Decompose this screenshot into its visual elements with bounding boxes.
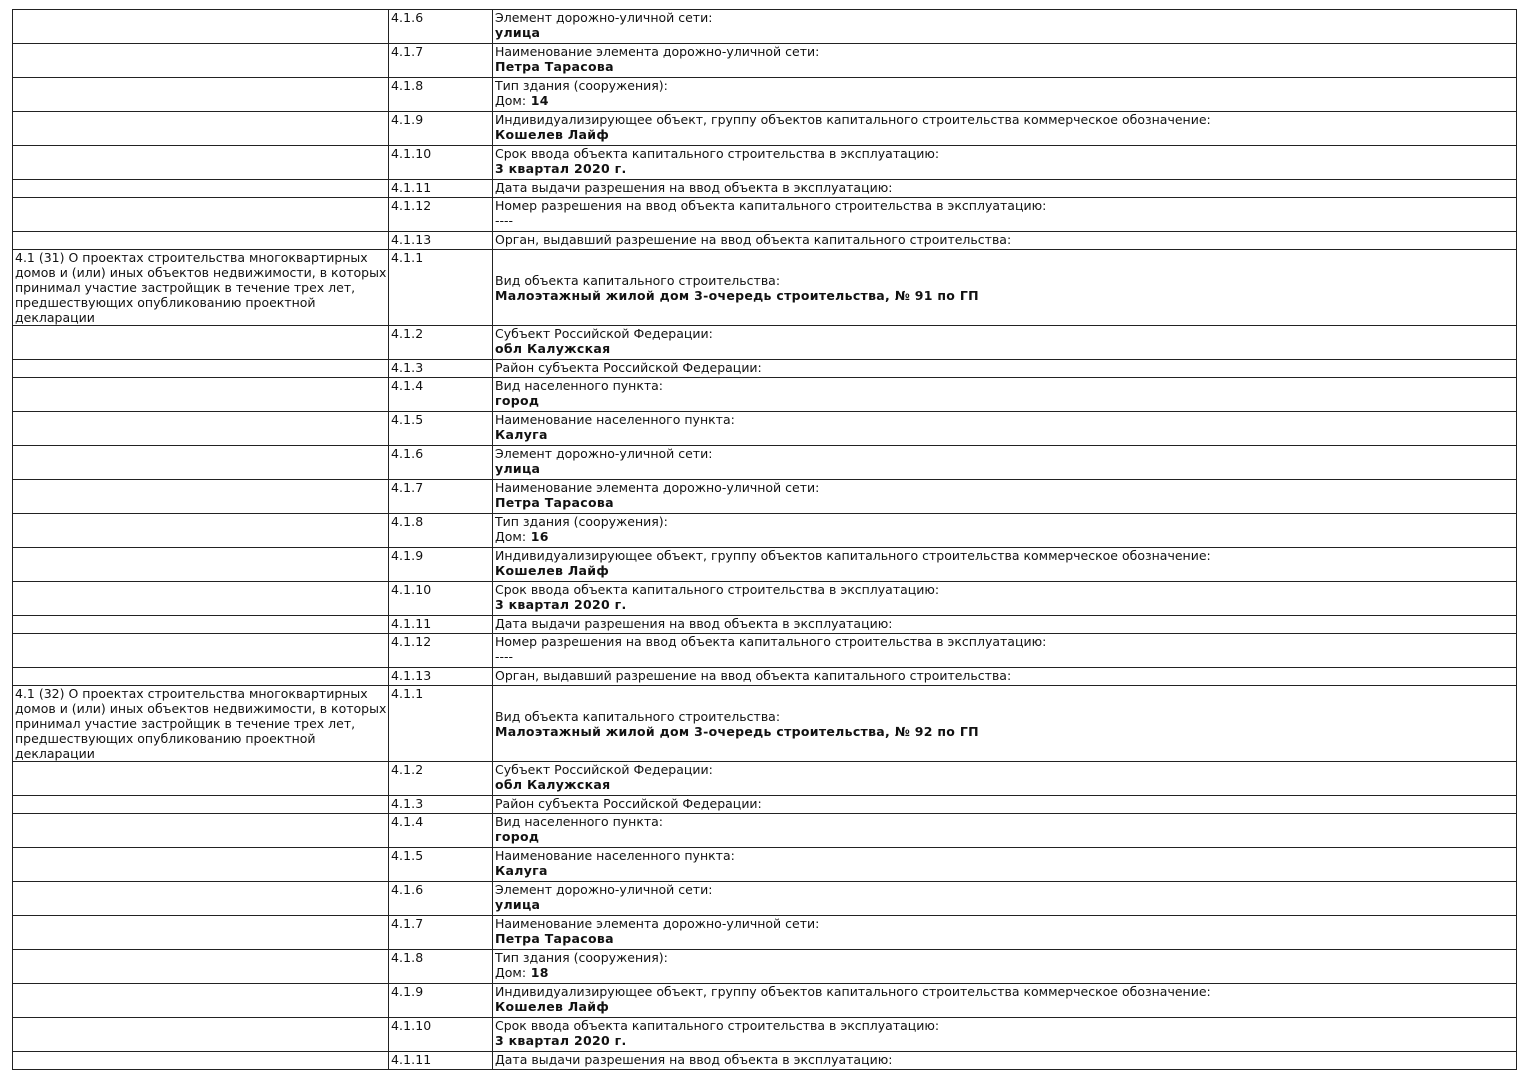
table-row — [13, 984, 1517, 1018]
table-row — [13, 1018, 1517, 1052]
item-cell — [493, 1052, 1517, 1070]
item-value: 18 — [530, 965, 549, 980]
item-value: обл Калужская — [495, 341, 611, 356]
item-code: 4.1.2 — [389, 326, 493, 360]
item-cell — [493, 250, 1517, 326]
item-code: 4.1.4 — [389, 378, 493, 412]
item-value: город — [495, 393, 540, 408]
section-cell — [13, 360, 389, 378]
item-label: Индивидуализирующее объект, группу объектов капитального строительства коммерческое обозначение: — [495, 984, 1211, 999]
item-code: 4.1.13 — [389, 232, 493, 250]
table-row — [13, 762, 1517, 796]
item-label: Номер разрешения на ввод объекта капитального строительства в эксплуатацию: — [495, 634, 1047, 649]
section-cell — [13, 616, 389, 634]
table-row — [13, 326, 1517, 360]
item-cell — [493, 848, 1517, 882]
table-row — [13, 412, 1517, 446]
table-row — [13, 112, 1517, 146]
section-cell — [13, 634, 389, 668]
item-label: Индивидуализирующее объект, группу объектов капитального строительства коммерческое обозначение: — [495, 112, 1211, 127]
item-cell — [493, 1018, 1517, 1052]
item-value: Петра Тарасова — [495, 59, 614, 74]
item-value-prefix: Дом: — [495, 93, 527, 108]
section-cell — [13, 146, 389, 180]
item-code: 4.1.10 — [389, 582, 493, 616]
section-cell — [13, 10, 389, 44]
item-cell — [493, 882, 1517, 916]
table-row — [13, 848, 1517, 882]
item-value-prefix: Дом: — [495, 965, 527, 980]
item-label: Район субъекта Российской Федерации: — [495, 360, 762, 375]
item-cell — [493, 814, 1517, 848]
item-value: 3 квартал 2020 г. — [495, 161, 627, 176]
item-value: улица — [495, 897, 541, 912]
section-heading: 4.1 (32) О проектах строительства многоквартирных домов и (или) иных объектов недвижимости, в которых принимал участие застройщик в течение трех лет, предшествующих опубликованию проектной декларации — [13, 686, 389, 762]
item-cell — [493, 78, 1517, 112]
item-value: ---- — [495, 213, 514, 228]
item-value: 14 — [530, 93, 549, 108]
item-value-line — [495, 93, 1516, 108]
item-label: Дата выдачи разрешения на ввод объекта в эксплуатацию: — [495, 616, 893, 631]
section-heading: 4.1 (31) О проектах строительства многоквартирных домов и (или) иных объектов недвижимости, в которых принимал участие застройщик в течение трех лет, предшествующих опубликованию проектной декларации — [13, 250, 389, 326]
item-value: город — [495, 829, 540, 844]
item-code: 4.1.5 — [389, 412, 493, 446]
item-code: 4.1.3 — [389, 796, 493, 814]
section-cell — [13, 762, 389, 796]
table-row — [13, 360, 1517, 378]
item-cell — [493, 326, 1517, 360]
table-row — [13, 548, 1517, 582]
item-code: 4.1.8 — [389, 78, 493, 112]
item-cell — [493, 198, 1517, 232]
section-cell — [13, 1052, 389, 1070]
item-code: 4.1.7 — [389, 480, 493, 514]
item-cell — [493, 950, 1517, 984]
item-code: 4.1.7 — [389, 916, 493, 950]
item-value-line — [495, 965, 1516, 980]
item-cell — [493, 44, 1517, 78]
item-cell — [493, 232, 1517, 250]
item-code: 4.1.12 — [389, 634, 493, 668]
item-label: Срок ввода объекта капитального строительства в эксплуатацию: — [495, 1018, 940, 1033]
section-cell — [13, 326, 389, 360]
item-cell — [493, 686, 1517, 762]
item-label: Элемент дорожно-уличной сети: — [495, 882, 713, 897]
item-label: Наименование элемента дорожно-уличной сети: — [495, 480, 820, 495]
item-code: 4.1.8 — [389, 514, 493, 548]
section-cell — [13, 514, 389, 548]
item-cell — [493, 762, 1517, 796]
item-label: Дата выдачи разрешения на ввод объекта в эксплуатацию: — [495, 180, 893, 195]
item-label: Наименование населенного пункта: — [495, 412, 735, 427]
item-code: 4.1.9 — [389, 984, 493, 1018]
table-row — [13, 950, 1517, 984]
item-label: Вид объекта капитального строительства: — [495, 272, 781, 288]
table-row — [13, 78, 1517, 112]
section-cell — [13, 882, 389, 916]
section-cell — [13, 796, 389, 814]
item-cell — [493, 634, 1517, 668]
item-code: 4.1.1 — [389, 686, 493, 762]
item-code: 4.1.8 — [389, 950, 493, 984]
item-code: 4.1.3 — [389, 360, 493, 378]
declaration-table — [12, 9, 1517, 1070]
item-cell — [493, 548, 1517, 582]
item-cell — [493, 582, 1517, 616]
item-label: Номер разрешения на ввод объекта капитального строительства в эксплуатацию: — [495, 198, 1047, 213]
table-row — [13, 250, 1517, 326]
table-row — [13, 796, 1517, 814]
item-value: 16 — [530, 529, 549, 544]
section-cell — [13, 814, 389, 848]
item-code: 4.1.6 — [389, 446, 493, 480]
item-code: 4.1.7 — [389, 44, 493, 78]
section-cell — [13, 112, 389, 146]
section-cell — [13, 412, 389, 446]
section-cell — [13, 198, 389, 232]
section-cell — [13, 232, 389, 250]
section-cell — [13, 984, 389, 1018]
item-value: Кошелев Лайф — [495, 127, 610, 142]
item-code: 4.1.11 — [389, 1052, 493, 1070]
table-row — [13, 180, 1517, 198]
table-row — [13, 916, 1517, 950]
item-code: 4.1.13 — [389, 668, 493, 686]
item-value: 3 квартал 2020 г. — [495, 597, 627, 612]
item-label: Наименование элемента дорожно-уличной сети: — [495, 44, 820, 59]
item-cell — [493, 480, 1517, 514]
table-row — [13, 378, 1517, 412]
item-cell — [493, 378, 1517, 412]
item-label: Район субъекта Российской Федерации: — [495, 796, 762, 811]
item-value: Кошелев Лайф — [495, 999, 610, 1014]
section-cell — [13, 446, 389, 480]
item-value: обл Калужская — [495, 777, 611, 792]
item-value: ---- — [495, 649, 514, 664]
table-row — [13, 616, 1517, 634]
section-cell — [13, 1018, 389, 1052]
table-row — [13, 668, 1517, 686]
table-row — [13, 446, 1517, 480]
item-code: 4.1.4 — [389, 814, 493, 848]
item-value: Петра Тарасова — [495, 495, 614, 510]
item-cell — [493, 180, 1517, 198]
item-label: Тип здания (сооружения): — [495, 514, 668, 529]
item-label: Дата выдачи разрешения на ввод объекта в эксплуатацию: — [495, 1052, 893, 1067]
item-code: 4.1.12 — [389, 198, 493, 232]
item-value: Малоэтажный жилой дом 3-очередь строительства, № 92 по ГП — [495, 723, 979, 739]
item-label: Тип здания (сооружения): — [495, 950, 668, 965]
table-row — [13, 882, 1517, 916]
table-row — [13, 198, 1517, 232]
item-cell — [493, 112, 1517, 146]
item-code: 4.1.2 — [389, 762, 493, 796]
item-label: Субъект Российской Федерации: — [495, 326, 713, 341]
item-code: 4.1.9 — [389, 112, 493, 146]
section-cell — [13, 480, 389, 514]
item-code: 4.1.1 — [389, 250, 493, 326]
item-value: улица — [495, 461, 541, 476]
item-label: Вид населенного пункта: — [495, 814, 664, 829]
item-value: Кошелев Лайф — [495, 563, 610, 578]
table-row — [13, 1052, 1517, 1070]
item-label: Орган, выдавший разрешение на ввод объекта капитального строительства: — [495, 232, 1012, 247]
item-label: Элемент дорожно-уличной сети: — [495, 446, 713, 461]
table-row — [13, 814, 1517, 848]
item-code: 4.1.9 — [389, 548, 493, 582]
item-label: Вид населенного пункта: — [495, 378, 664, 393]
item-value: Калуга — [495, 863, 548, 878]
section-cell — [13, 916, 389, 950]
table-row — [13, 44, 1517, 78]
item-cell — [493, 916, 1517, 950]
item-label: Элемент дорожно-уличной сети: — [495, 10, 713, 25]
item-label: Тип здания (сооружения): — [495, 78, 668, 93]
item-label: Орган, выдавший разрешение на ввод объекта капитального строительства: — [495, 668, 1012, 683]
item-label: Субъект Российской Федерации: — [495, 762, 713, 777]
item-code: 4.1.10 — [389, 1018, 493, 1052]
item-code: 4.1.11 — [389, 180, 493, 198]
section-cell — [13, 582, 389, 616]
section-cell — [13, 668, 389, 686]
section-cell — [13, 44, 389, 78]
section-cell — [13, 548, 389, 582]
item-cell — [493, 514, 1517, 548]
item-code: 4.1.5 — [389, 848, 493, 882]
item-code: 4.1.6 — [389, 10, 493, 44]
item-label: Индивидуализирующее объект, группу объектов капитального строительства коммерческое обозначение: — [495, 548, 1211, 563]
item-label: Срок ввода объекта капитального строительства в эксплуатацию: — [495, 146, 940, 161]
item-value: Калуга — [495, 427, 548, 442]
item-label: Вид объекта капитального строительства: — [495, 708, 781, 724]
table-row — [13, 634, 1517, 668]
item-cell — [493, 446, 1517, 480]
item-value: Малоэтажный жилой дом 3-очередь строительства, № 91 по ГП — [495, 287, 979, 303]
item-code: 4.1.6 — [389, 882, 493, 916]
table-row — [13, 232, 1517, 250]
item-cell — [493, 796, 1517, 814]
item-label: Срок ввода объекта капитального строительства в эксплуатацию: — [495, 582, 940, 597]
section-cell — [13, 950, 389, 984]
item-value: улица — [495, 25, 541, 40]
item-cell — [493, 412, 1517, 446]
table-row — [13, 686, 1517, 762]
table-row — [13, 10, 1517, 44]
item-value-line — [495, 529, 1516, 544]
table-row — [13, 146, 1517, 180]
item-cell — [493, 146, 1517, 180]
section-cell — [13, 78, 389, 112]
item-code: 4.1.11 — [389, 616, 493, 634]
item-label: Наименование элемента дорожно-уличной сети: — [495, 916, 820, 931]
item-code: 4.1.10 — [389, 146, 493, 180]
item-label: Наименование населенного пункта: — [495, 848, 735, 863]
item-value-prefix: Дом: — [495, 529, 527, 544]
table-row — [13, 582, 1517, 616]
item-value: 3 квартал 2020 г. — [495, 1033, 627, 1048]
table-row — [13, 480, 1517, 514]
section-cell — [13, 848, 389, 882]
item-cell — [493, 984, 1517, 1018]
item-cell — [493, 668, 1517, 686]
section-cell — [13, 180, 389, 198]
item-cell — [493, 360, 1517, 378]
section-cell — [13, 378, 389, 412]
item-cell — [493, 10, 1517, 44]
item-cell — [493, 616, 1517, 634]
table-row — [13, 514, 1517, 548]
item-value: Петра Тарасова — [495, 931, 614, 946]
